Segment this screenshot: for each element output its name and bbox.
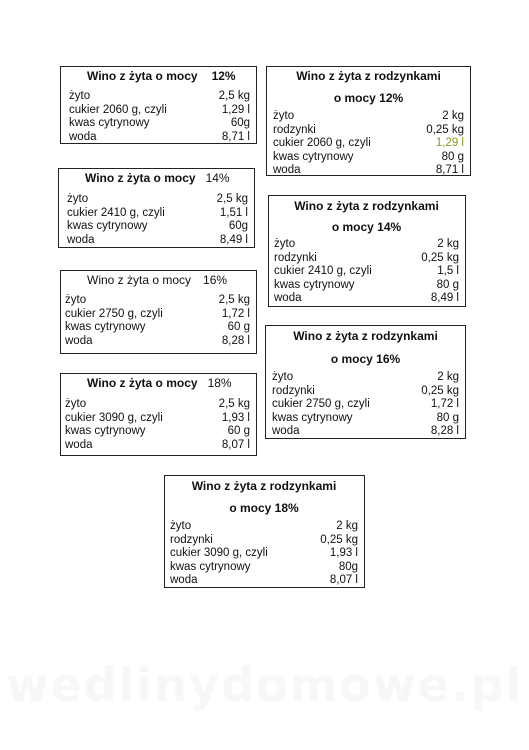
ingredient-label: kwas cytrynowy <box>170 560 251 573</box>
ingredient-value: 2 kg <box>437 238 459 250</box>
recipe-card-rye-12 <box>60 66 257 144</box>
ingredient-label: kwas cytrynowy <box>65 321 146 334</box>
card-subtitle: o mocy 14% <box>331 220 402 234</box>
ingredient-value: 8,49 l <box>430 292 459 305</box>
ingredient-value: 1,93 l <box>329 547 358 560</box>
ingredient-label: rodzynki <box>274 251 317 264</box>
ingredient-row <box>273 124 464 138</box>
card-subtitle: o mocy 12% <box>333 91 404 105</box>
ingredient-label: woda <box>170 574 198 587</box>
ingredient-row <box>272 398 459 412</box>
ingredient-row <box>69 117 250 131</box>
ingredient-row <box>272 412 459 426</box>
ingredient-label: woda <box>273 164 301 177</box>
ingredient-value: 8,71 l <box>435 164 464 177</box>
ingredient-label: woda <box>65 438 93 451</box>
card-strength: 18% <box>207 376 232 390</box>
ingredient-value: 80 g <box>436 411 459 424</box>
ingredient-label: cukier 2750 g, czyli <box>272 398 370 411</box>
ingredient-label: kwas cytrynowy <box>272 411 353 424</box>
ingredient-value: 0,25 kg <box>421 384 459 397</box>
ingredient-row <box>272 371 459 385</box>
ingredient-label: żyto <box>274 238 296 250</box>
ingredient-value: 8,28 l <box>430 425 459 438</box>
ingredient-value: 8,71 l <box>221 130 250 143</box>
ingredient-row <box>170 547 358 561</box>
recipe-card-rye-raisins-18 <box>164 475 365 588</box>
ingredient-value: 8,49 l <box>219 233 248 246</box>
ingredient-row <box>67 220 248 234</box>
ingredient-value: 2,5 kg <box>218 294 250 306</box>
ingredient-label: kwas cytrynowy <box>67 220 148 233</box>
ingredient-value: 1,5 l <box>437 265 459 278</box>
ingredient-value: 0,25 kg <box>421 251 459 264</box>
ingredient-label: żyto <box>65 294 87 306</box>
ingredient-row <box>67 193 248 207</box>
ingredient-row <box>67 207 248 221</box>
ingredient-value: 8,07 l <box>329 574 358 587</box>
ingredient-value: 1,29 l <box>435 137 464 150</box>
ingredient-label: woda <box>67 233 95 246</box>
ingredient-value: 60g <box>230 117 250 130</box>
ingredient-label: żyto <box>69 90 91 102</box>
ingredient-row <box>69 90 250 104</box>
ingredient-label: żyto <box>273 110 295 122</box>
ingredient-value: 1,51 l <box>219 206 248 219</box>
ingredient-label: żyto <box>67 193 89 205</box>
ingredient-value: 2 kg <box>442 110 464 122</box>
ingredient-value: 0,25 kg <box>320 533 358 546</box>
card-title: Wino z żyta z rodzynkami <box>293 329 438 343</box>
ingredient-label: rodzynki <box>272 384 315 397</box>
ingredient-value: 2,5 kg <box>218 90 250 102</box>
recipe-card-rye-14 <box>58 168 255 248</box>
recipe-card-rye-18 <box>60 373 257 456</box>
ingredient-value: 8,28 l <box>221 334 250 347</box>
ingredient-label: żyto <box>170 520 192 532</box>
ingredient-row <box>65 412 250 426</box>
ingredient-row <box>274 279 459 293</box>
card-subtitle: o mocy 16% <box>330 352 401 366</box>
ingredient-label: rodzynki <box>170 533 213 546</box>
ingredient-row <box>273 164 464 178</box>
ingredient-row <box>65 335 250 349</box>
ingredient-label: cukier 3090 g, czyli <box>65 411 163 424</box>
ingredient-label: cukier 2060 g, czyli <box>273 137 371 150</box>
ingredient-label: żyto <box>272 371 294 383</box>
ingredient-label: woda <box>65 334 93 347</box>
card-strength: 12% <box>211 69 236 83</box>
ingredient-value: 1,72 l <box>430 398 459 411</box>
card-title <box>65 376 250 391</box>
ingredient-row <box>273 151 464 165</box>
ingredient-row <box>170 574 358 588</box>
ingredient-value: 80 g <box>436 278 459 291</box>
ingredient-label: kwas cytrynowy <box>65 425 146 438</box>
card-subtitle: o mocy 18% <box>229 501 299 515</box>
ingredient-row <box>273 137 464 151</box>
recipe-card-rye-raisins-14 <box>268 195 466 307</box>
ingredient-row <box>65 294 250 308</box>
ingredient-label: rodzynki <box>273 123 316 136</box>
ingredient-label: cukier 2410 g, czyli <box>67 206 165 219</box>
card-title: Wino z żyta z rodzynkami <box>294 199 439 213</box>
card-title: Wino z żyta z rodzynkami <box>191 479 337 493</box>
ingredient-row <box>274 252 459 266</box>
ingredient-value: 1,93 l <box>221 411 250 424</box>
card-name: Wino z żyta o mocy <box>87 376 198 390</box>
ingredient-row <box>65 308 250 322</box>
card-name: Wino z żyta o mocy <box>85 171 196 185</box>
ingredient-row <box>273 110 464 124</box>
card-strength: 16% <box>203 273 228 287</box>
ingredient-value: 80g <box>338 560 358 573</box>
card-title <box>65 273 250 288</box>
ingredient-row <box>65 321 250 335</box>
card-title: Wino z żyta z rodzynkami <box>296 69 441 83</box>
recipe-card-rye-raisins-16 <box>265 325 466 439</box>
ingredient-row <box>65 398 250 412</box>
card-title <box>69 69 250 84</box>
ingredient-row <box>69 131 250 145</box>
ingredient-value: 1,72 l <box>221 307 250 320</box>
ingredient-value: 60 g <box>227 425 250 438</box>
ingredient-label: woda <box>274 292 302 305</box>
ingredient-row <box>274 292 459 306</box>
ingredient-value: 60g <box>228 220 248 233</box>
ingredient-label: woda <box>272 425 300 438</box>
ingredient-row <box>69 104 250 118</box>
ingredient-label: cukier 2750 g, czyli <box>65 307 163 320</box>
ingredient-label: cukier 2060 g, czyli <box>69 103 167 116</box>
card-name: Wino z żyta o mocy <box>87 69 198 83</box>
ingredient-value: 0,25 kg <box>426 123 464 136</box>
ingredient-label: żyto <box>65 398 87 410</box>
ingredient-value: 8,07 l <box>221 438 250 451</box>
ingredient-value: 2,5 kg <box>216 193 248 205</box>
card-name: Wino z żyta o mocy <box>87 273 192 287</box>
ingredient-value: 2 kg <box>437 371 459 383</box>
ingredient-row <box>170 561 358 575</box>
recipe-card-rye-16 <box>60 270 257 354</box>
ingredient-label: cukier 3090 g, czyli <box>170 547 268 560</box>
ingredient-row <box>67 234 248 248</box>
ingredient-row <box>170 520 358 534</box>
ingredient-label: kwas cytrynowy <box>69 117 150 130</box>
ingredient-label: woda <box>69 130 97 143</box>
ingredient-label: cukier 2410 g, czyli <box>274 265 372 278</box>
ingredient-label: kwas cytrynowy <box>273 150 354 163</box>
ingredient-row <box>170 534 358 548</box>
ingredient-value: 2,5 kg <box>218 398 250 410</box>
ingredient-label: kwas cytrynowy <box>274 278 355 291</box>
ingredient-row <box>272 385 459 399</box>
ingredient-row <box>274 265 459 279</box>
ingredient-value: 2 kg <box>336 520 358 532</box>
ingredient-value: 80 g <box>441 150 464 163</box>
watermark: wedlinydomowe.pl <box>6 658 523 712</box>
recipe-card-rye-raisins-12 <box>266 66 471 176</box>
ingredient-row <box>272 425 459 439</box>
ingredient-row <box>274 238 459 252</box>
card-strength: 14% <box>205 171 230 185</box>
ingredient-value: 60 g <box>227 321 250 334</box>
ingredient-row <box>65 439 250 453</box>
card-title <box>67 171 248 186</box>
ingredient-row <box>65 425 250 439</box>
ingredient-value: 1,29 l <box>221 103 250 116</box>
